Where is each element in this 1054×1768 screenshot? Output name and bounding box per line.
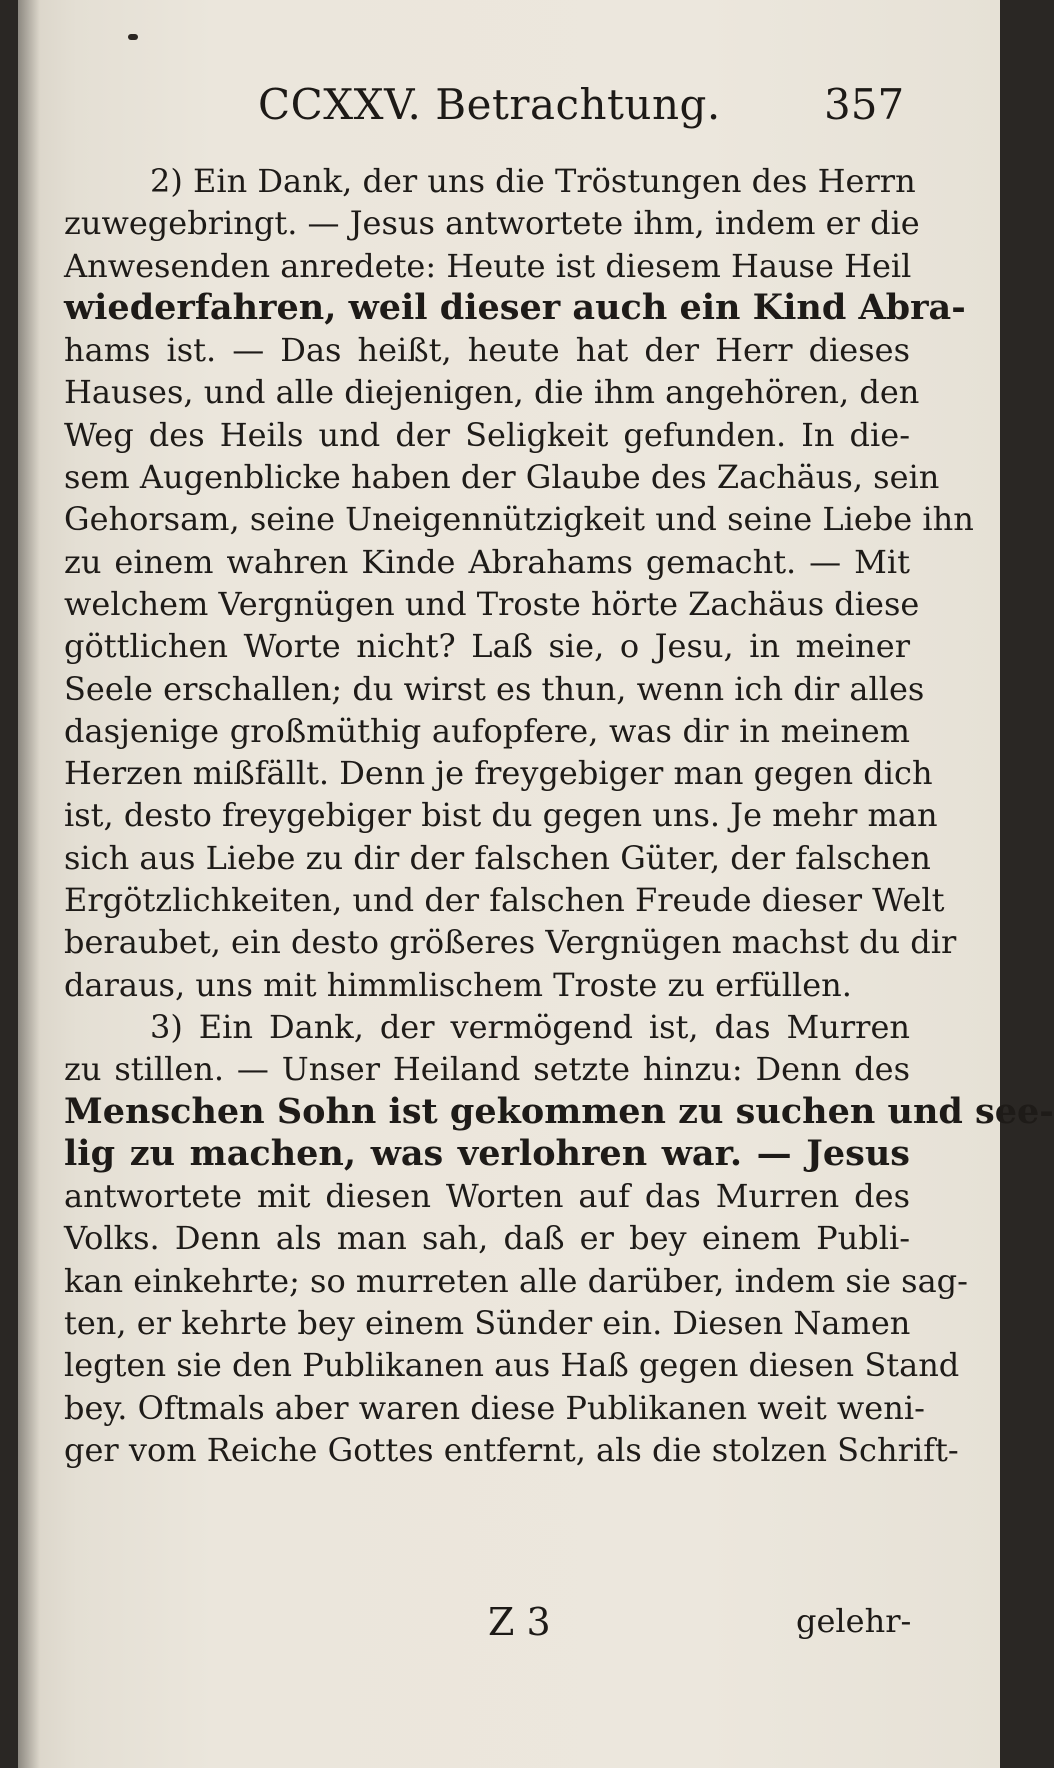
text-line: lig zu machen, was verlohren war. — Jesus: [64, 1132, 910, 1174]
text-line: bey. Oftmals aber waren diese Publikanen weit weni-: [64, 1388, 925, 1427]
text-line: daraus, uns mit himmlischem Troste zu erfüllen.: [64, 965, 852, 1004]
text-line: legten sie den Publikanen aus Haß gegen diesen Stand: [64, 1346, 960, 1385]
page-footer: [18, 1600, 1000, 1660]
text-line: sich aus Liebe zu dir der falschen Güter, der falschen: [64, 838, 931, 877]
text-line: hams ist. — Das heißt, heute hat der Herr dieses: [64, 331, 910, 370]
signature-mark: Z 3: [488, 1600, 551, 1644]
text-line: Menschen Sohn ist gekommen zu suchen und see-: [64, 1090, 1054, 1132]
page-header: [18, 80, 1000, 140]
text-line: zuwegebringt. — Jesus antwortete ihm, indem er die: [64, 204, 920, 243]
text-line: 3) Ein Dank, der vermögend ist, das Murren: [150, 1007, 910, 1046]
text-line: Hauses, und alle diejenigen, die ihm angehören, den: [64, 373, 920, 412]
text-line: Ergötzlichkeiten, und der falschen Freude dieser Welt: [64, 881, 945, 920]
catchword: gelehr-: [796, 1602, 912, 1640]
text-line: zu stillen. — Unser Heiland setzte hinzu: Denn des: [64, 1050, 910, 1089]
text-line: kan einkehrte; so murreten alle darüber, indem sie sag-: [64, 1261, 968, 1300]
text-line: Anwesenden anredete: Heute ist diesem Hause Heil: [64, 246, 912, 285]
text-line: wiederfahren, weil dieser auch ein Kind Abra-: [64, 286, 966, 328]
text-line: Weg des Heils und der Seligkeit gefunden. In die-: [64, 415, 910, 454]
body-text: [64, 160, 1054, 1471]
running-title: CCXXV. Betrachtung.: [258, 80, 721, 129]
text-line: beraubet, ein desto größeres Vergnügen machst du dir: [64, 923, 957, 962]
text-line: Herzen mißfällt. Denn je freygebiger man gegen dich: [64, 754, 933, 793]
text-line: Gehorsam, seine Uneigennützigkeit und seine Liebe ihn: [64, 500, 974, 539]
text-line: antwortete mit diesen Worten auf das Murren des: [64, 1177, 910, 1216]
ink-mark: [128, 34, 138, 40]
text-line: göttlichen Worte nicht? Laß sie, o Jesu, in meiner: [64, 627, 910, 666]
text-line: ger vom Reiche Gottes entfernt, als die stolzen Schrift-: [64, 1430, 959, 1469]
binding-shadow: [18, 0, 40, 1768]
text-line: sem Augenblicke haben der Glaube des Zachäus, sein: [64, 458, 940, 497]
text-line: welchem Vergnügen und Troste hörte Zachäus diese: [64, 584, 920, 623]
text-line: ist, desto freygebiger bist du gegen uns. Je mehr man: [64, 796, 938, 835]
text-line: Seele erschallen; du wirst es thun, wenn ich dir alles: [64, 669, 925, 708]
text-line: ten, er kehrte bey einem Sünder ein. Diesen Namen: [64, 1304, 911, 1343]
text-line: dasjenige großmüthig aufopfere, was dir in meinem: [64, 711, 910, 750]
page-number: 357: [824, 80, 905, 129]
text-line: Volks. Denn als man sah, daß er bey einem Publi-: [64, 1219, 910, 1258]
text-line: zu einem wahren Kinde Abrahams gemacht. — Mit: [64, 542, 910, 581]
text-line: 2) Ein Dank, der uns die Tröstungen des Herrn: [150, 162, 916, 200]
book-page: [18, 0, 1054, 1768]
